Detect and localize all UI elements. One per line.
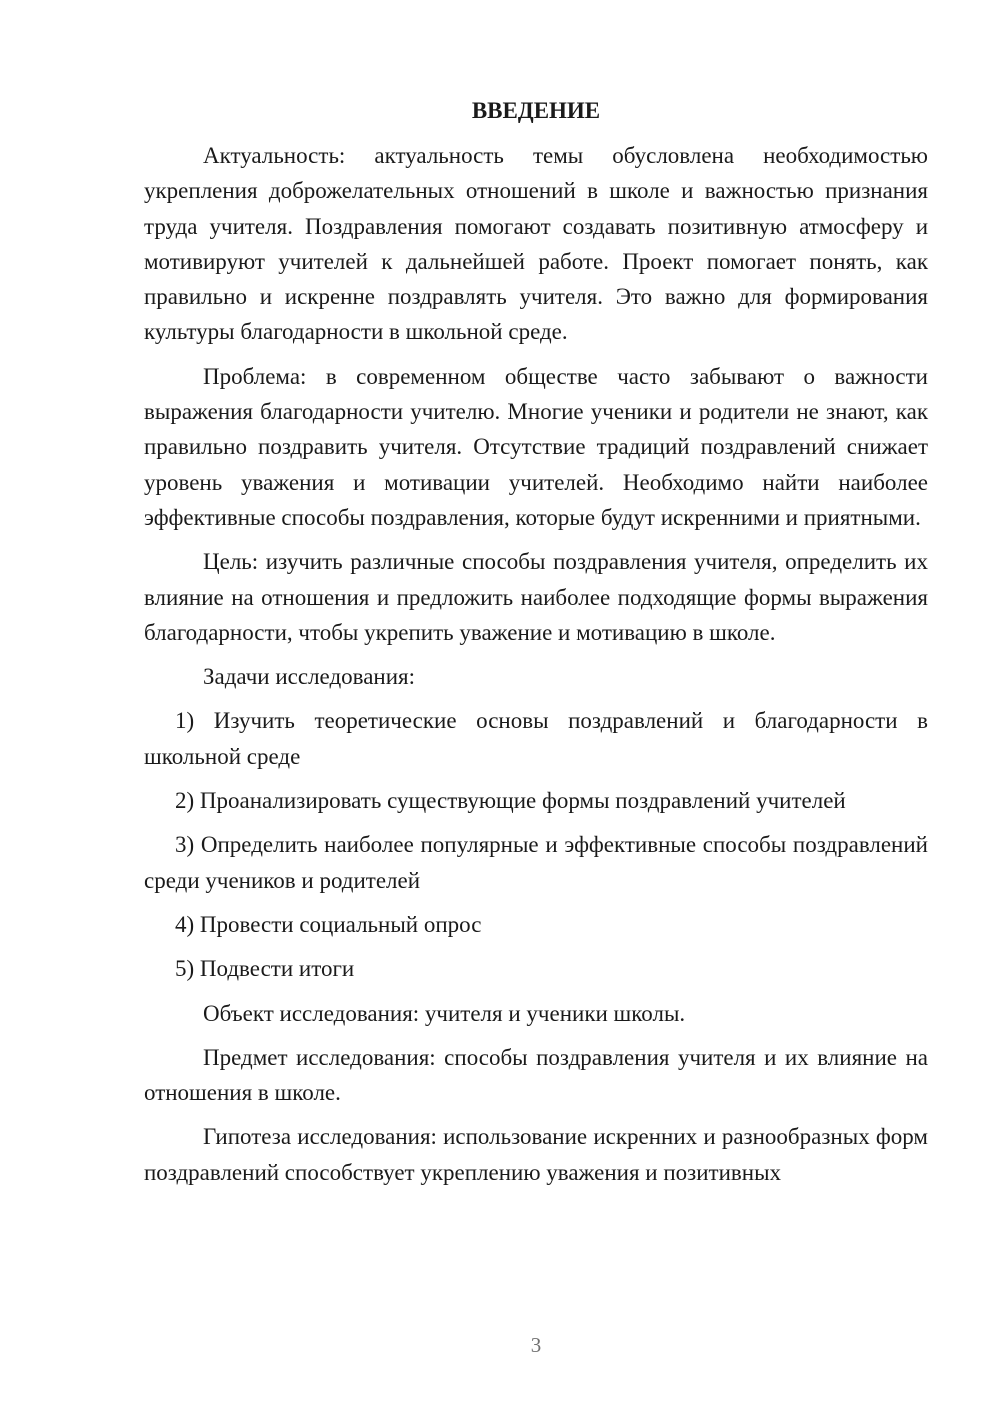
task-item-2: 2) Проанализировать существующие формы поздравлений учителей xyxy=(175,788,846,814)
task-item-3: 3) Определить наиболее популярные и эффективные способы поздравлений среди учеников и родителей xyxy=(144,832,928,893)
section-title: ВВЕДЕНИЕ xyxy=(471,98,601,123)
tasks-heading: Задачи исследования: xyxy=(203,664,416,690)
subject-paragraph: Предмет исследования: способы поздравления учителя и их влияние на отношения в школе. xyxy=(144,1044,928,1106)
object-paragraph: Объект исследования: учителя и ученики школы. xyxy=(203,1000,686,1026)
task-item-5: 5) Подвести итоги xyxy=(175,956,355,982)
hypothesis-paragraph: Гипотеза исследования: использование искренних и разнообразных форм поздравлений способствует укреплению уважения и позитивных xyxy=(144,1124,928,1185)
task-item-4: 4) Провести социальный опрос xyxy=(175,911,482,937)
page-number: 3 xyxy=(530,1333,542,1357)
task-item-1: 1) Изучить теоретические основы поздравлений и благодарности в школьной среде xyxy=(144,708,928,769)
goal-paragraph: Цель: изучить различные способы поздравления учителя, определить их влияние на отношения и предложить наиболее подходящие формы выражения благодарности, чтобы укрепить уважение и мотивацию в школе. xyxy=(144,549,928,645)
problem-paragraph: Проблема: в современном обществе часто забывают о важности выражения благодарности учителю. Многие ученики и родители не знают, как правильно поздравить учителя. Отсутствие традиций поздравлений снижает уровень уважения и мотивации учителей. Необходимо найти наиболее эффективные способы поздравления, которые будут искренними и приятными. xyxy=(144,363,928,530)
page-content xyxy=(144,96,928,1199)
relevance-paragraph: Актуальность: актуальность темы обусловлена необходимостью укрепления доброжелательных отношений в школе и важностью признания труда учителя. Поздравления помогают создавать позитивную атмосферу и мотивируют учителей к дальнейшей работе. Проект помогает понять, как правильно и искренне поздравлять учителя. Это важно для формирования культуры благодарности в школьной среде. xyxy=(144,143,928,345)
